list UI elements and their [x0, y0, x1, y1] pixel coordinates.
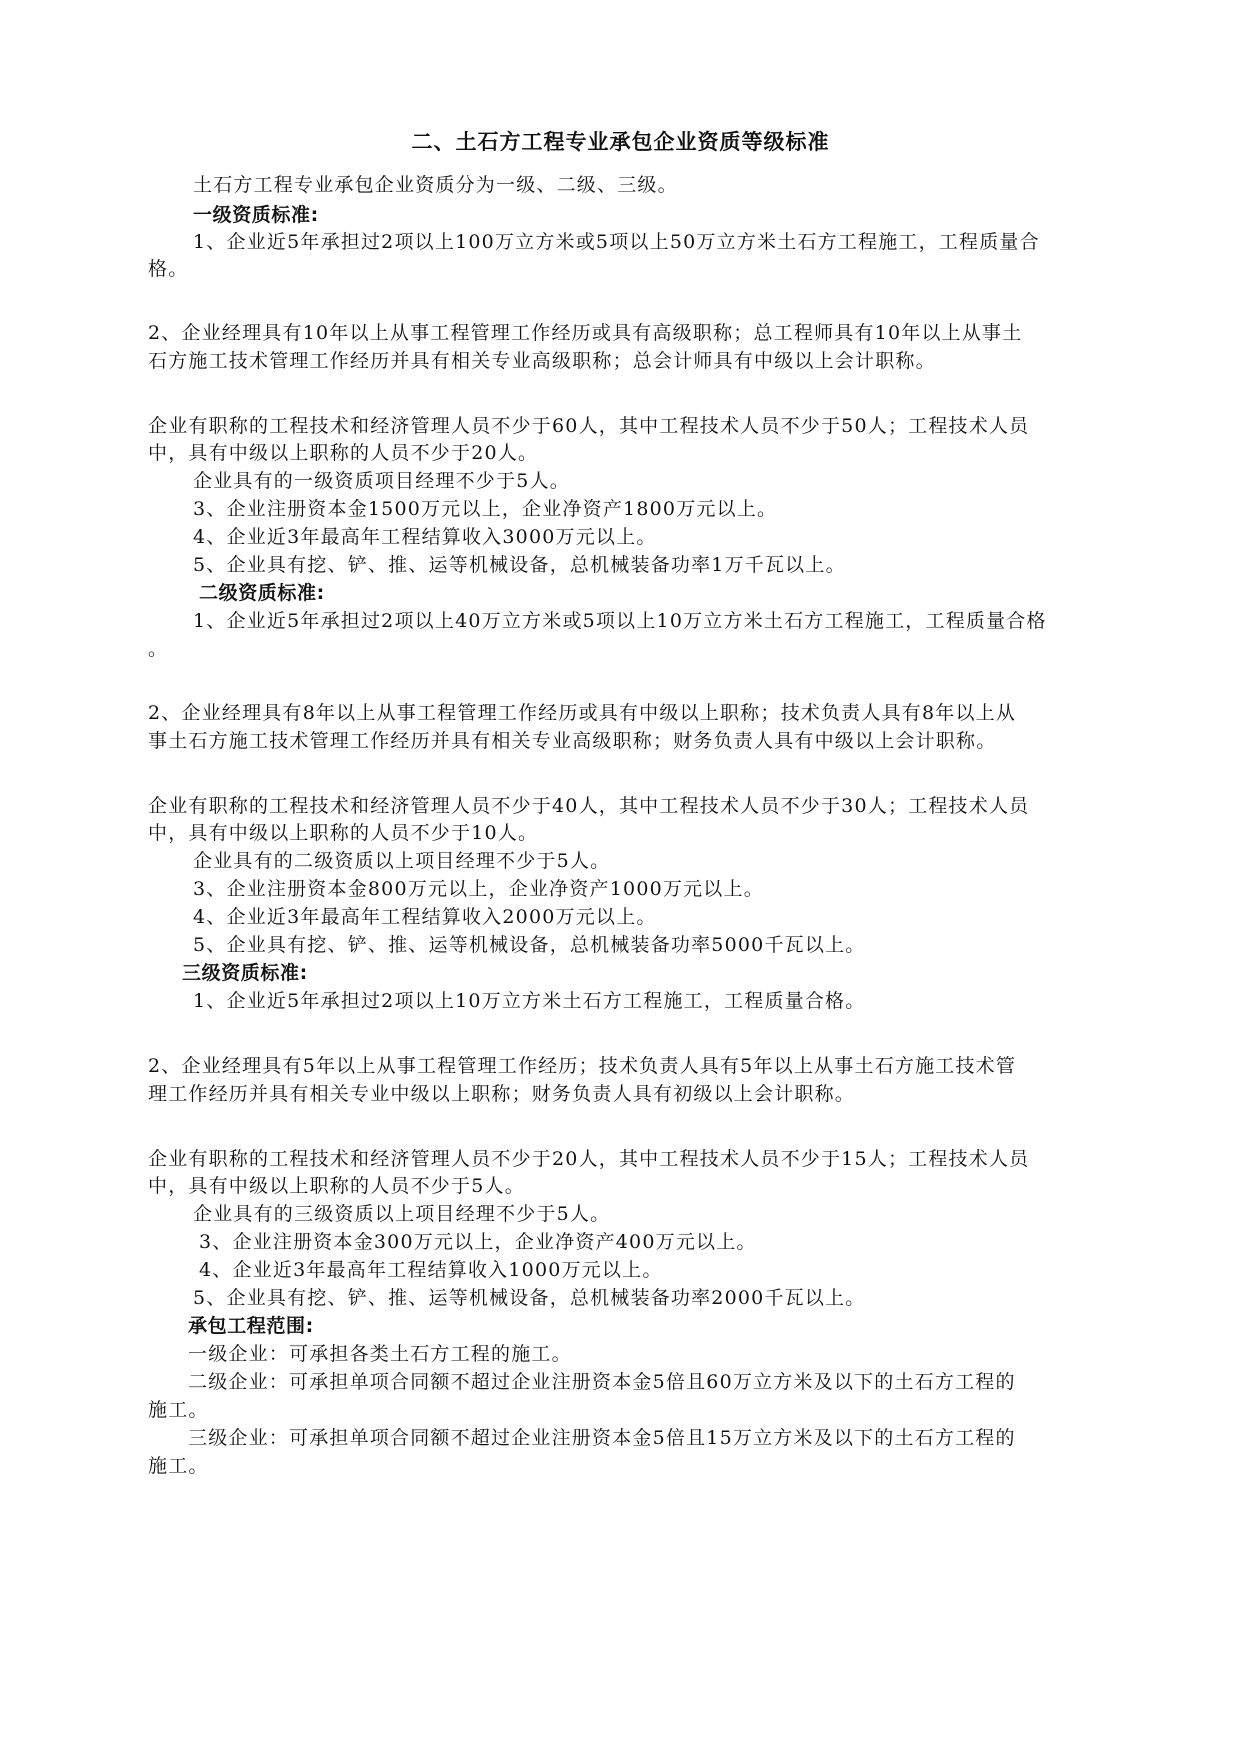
level1-item2-line1: 2、企业经理具有10年以上从事工程管理工作经历或具有高级职称；总工程师具有10年以上从事土: [148, 322, 1023, 344]
level2-item2-line1: 2、企业经理具有8年以上从事工程管理工作经历或具有中级以上职称；技术负责人具有8年以上从: [148, 702, 1017, 724]
intro-paragraph: 土石方工程专业承包企业资质分为一级、二级、三级。: [193, 174, 678, 196]
level1-staff-line2: 中，具有中级以上职称的人员不少于20人。: [148, 442, 539, 464]
level3-item2-line1: 2、企业经理具有5年以上从事工程管理工作经历；技术负责人具有5年以上从事土石方施工技术管: [148, 1055, 1017, 1077]
level1-item4: 4、企业近3年最高年工程结算收入3000万元以上。: [193, 526, 657, 548]
level3-item2-line2: 理工作经历并具有相关专业中级以上职称；财务负责人具有初级以上会计职称。: [148, 1083, 856, 1105]
level2-item4: 4、企业近3年最高年工程结算收入2000万元以上。: [193, 906, 657, 928]
level2-staff-line1: 企业有职称的工程技术和经济管理人员不少于40人，其中工程技术人员不少于30人；工程技术人员: [148, 795, 1030, 817]
level3-staff-line2: 中，具有中级以上职称的人员不少于5人。: [148, 1175, 525, 1197]
level2-heading: 二级资质标准:: [199, 582, 325, 604]
level3-item4: 4、企业近3年最高年工程结算收入1000万元以上。: [199, 1259, 663, 1281]
level2-item1-line1: 1、企业近5年承担过2项以上40万立方米或5项以上10万立方米土石方工程施工，工程质量合格: [193, 610, 1047, 632]
level3-item1: 1、企业近5年承担过2项以上10万立方米土石方工程施工，工程质量合格。: [193, 990, 866, 1012]
level1-staff-line1: 企业有职称的工程技术和经济管理人员不少于60人，其中工程技术人员不少于50人；工程技术人员: [148, 415, 1030, 437]
level3-item5: 5、企业具有挖、铲、推、运等机械设备，总机械装备功率2000千瓦以上。: [193, 1287, 866, 1309]
level2-item2-line2: 事土石方施工技术管理工作经历并具有相关专业高级职称；财务负责人具有中级以上会计职称。: [148, 730, 997, 752]
level1-item2-line2: 石方施工技术管理工作经历并具有相关专业高级职称；总会计师具有中级以上会计职称。: [148, 350, 936, 372]
level3-staff-line1: 企业有职称的工程技术和经济管理人员不少于20人，其中工程技术人员不少于15人；工程技术人员: [148, 1148, 1030, 1170]
level2-pm: 企业具有的二级资质以上项目经理不少于5人。: [193, 850, 611, 872]
level3-pm: 企业具有的三级资质以上项目经理不少于5人。: [193, 1203, 611, 1225]
level1-heading: 一级资质标准:: [193, 204, 319, 226]
scope-heading: 承包工程范围:: [188, 1315, 314, 1337]
level3-heading: 三级资质标准:: [182, 962, 308, 984]
document-title: 二、土石方工程专业承包企业资质等级标准: [411, 130, 830, 154]
level2-staff-line2: 中，具有中级以上职称的人员不少于10人。: [148, 822, 539, 844]
scope-level2-line1: 二级企业：可承担单项合同额不超过企业注册资本金5倍且60万立方米及以下的土石方工程的: [188, 1371, 1016, 1393]
scope-level3-line1: 三级企业：可承担单项合同额不超过企业注册资本金5倍且15万立方米及以下的土石方工程的: [188, 1427, 1016, 1449]
level1-item1-line2: 格。: [148, 258, 189, 280]
level3-item3: 3、企业注册资本金300万元以上，企业净资产400万元以上。: [199, 1231, 757, 1253]
level1-pm: 企业具有的一级资质项目经理不少于5人。: [193, 470, 570, 492]
level1-item5: 5、企业具有挖、铲、推、运等机械设备，总机械装备功率1万千瓦以上。: [193, 554, 846, 576]
scope-level1: 一级企业：可承担各类土石方工程的施工。: [188, 1343, 572, 1365]
level2-item5: 5、企业具有挖、铲、推、运等机械设备，总机械装备功率5000千瓦以上。: [193, 934, 866, 956]
level1-item1-line1: 1、企业近5年承担过2项以上100万立方米或5项以上50万立方米土石方工程施工，工程质量合: [193, 231, 1040, 253]
scope-level2-line2: 施工。: [148, 1399, 209, 1421]
scope-level3-line2: 施工。: [148, 1455, 209, 1477]
level2-item3: 3、企业注册资本金800万元以上，企业净资产1000万元以上。: [193, 878, 764, 900]
level1-item3: 3、企业注册资本金1500万元以上，企业净资产1800万元以上。: [193, 498, 778, 520]
level2-item1-line2: 。: [148, 638, 169, 660]
